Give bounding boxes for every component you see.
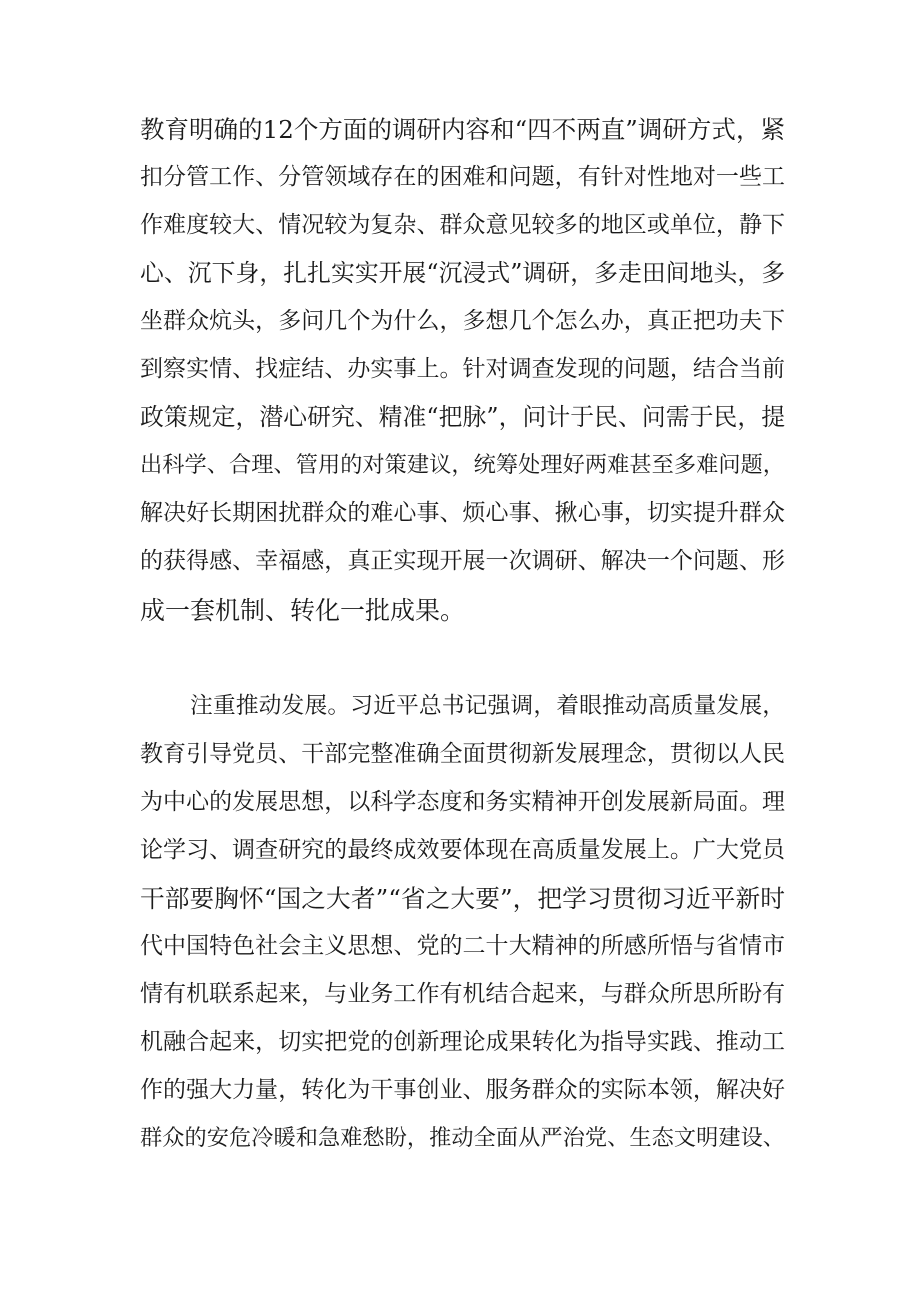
paragraph-2-line-7: 情有机联系起来，与业务工作有机结合起来，与群众所思所盼有 <box>140 981 785 1007</box>
paragraph-1-line-8: 出科学、合理、管用的对策建议，统筹处理好两难甚至多难问题， <box>140 452 785 478</box>
paragraph-1-line-3: 作难度较大、情况较为复杂、群众意见较多的地区或单位，静下 <box>140 212 785 238</box>
paragraph-1-line-10: 的获得感、幸福感，真正实现开展一次调研、解决一个问题、形 <box>140 548 785 574</box>
paragraph-2-line-6: 代中国特色社会主义思想、党的二十大精神的所感所悟与省情市 <box>140 933 785 959</box>
paragraph-1-line-7: 政策规定，潜心研究、精准“把脉”，问计于民、问需于民，提 <box>140 403 785 431</box>
paragraph-1-line-4: 心、沉下身，扎扎实实开展“沉浸式”调研，多走田间地头，多 <box>140 259 785 287</box>
paragraph-2-line-8: 机融合起来，切实把党的创新理论成果转化为指导实践、推动工 <box>140 1029 785 1055</box>
paragraph-2-line-2: 教育引导党员、干部完整准确全面贯彻新发展理念，贯彻以人民 <box>140 741 785 767</box>
paragraph-2-line-4: 论学习、调查研究的最终成效要体现在高质量发展上。广大党员 <box>140 837 785 863</box>
paragraph-2-line-1: 注重推动发展。习近平总书记强调，着眼推动高质量发展， <box>190 693 785 719</box>
paragraph-1-line-9: 解决好长期困扰群众的难心事、烦心事、揪心事，切实提升群众 <box>140 500 785 526</box>
paragraph-1-line-1: 教育明确的12个方面的调研内容和“四不两直”调研方式，紧 <box>140 115 785 144</box>
paragraph-1-line-11: 成一套机制、转化一批成果。 <box>140 596 466 625</box>
paragraph-2-line-5: 干部要胸怀“国之大者”“省之大要”，把学习贯彻习近平新时 <box>140 884 785 913</box>
paragraph-1-line-5: 坐群众炕头，多问几个为什么，多想几个怎么办，真正把功夫下 <box>140 308 785 334</box>
paragraph-2-line-9: 作的强大力量，转化为干事创业、服务群众的实际本领，解决好 <box>140 1077 785 1103</box>
paragraph-2-line-10: 群众的安危冷暖和急难愁盼，推动全面从严治党、生态文明建设、 <box>140 1125 785 1151</box>
paragraph-2-line-3: 为中心的发展思想，以科学态度和务实精神开创发展新局面。理 <box>140 789 785 815</box>
paragraph-1-line-6: 到察实情、找症结、办实事上。针对调查发现的问题，结合当前 <box>140 356 785 382</box>
paragraph-1-line-2: 扣分管工作、分管领域存在的困难和问题，有针对性地对一些工 <box>140 164 785 190</box>
